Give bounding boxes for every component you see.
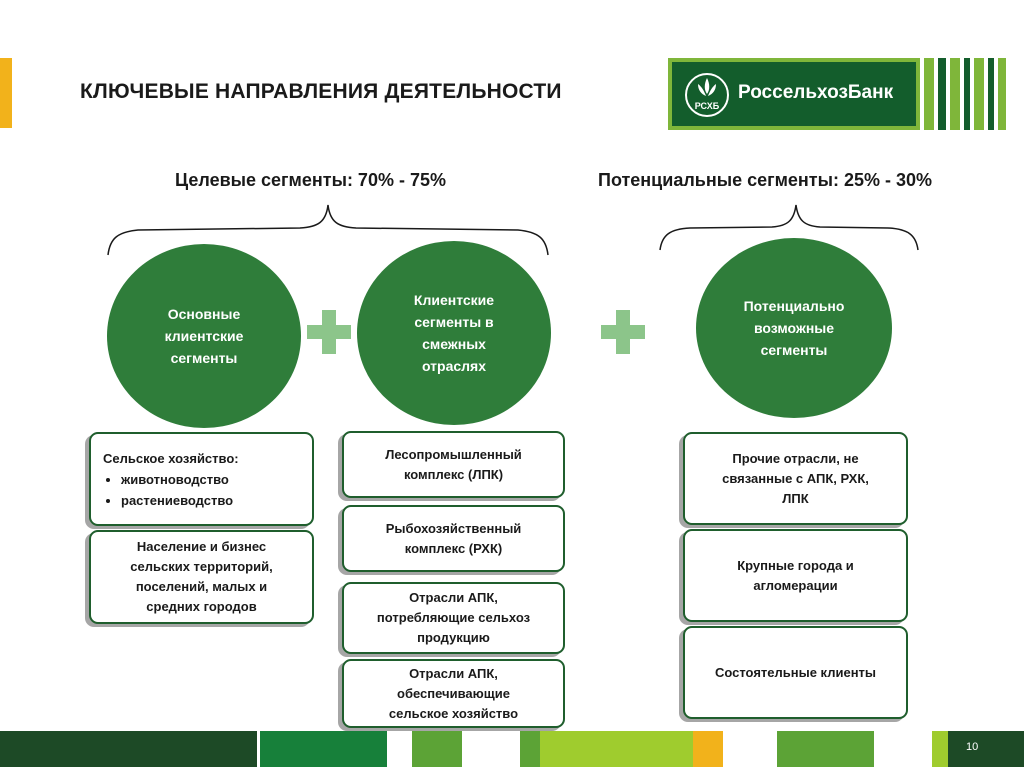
agriculture-list [103,469,239,511]
agro-supplying-text: Отрасли АПК, обеспечивающие сельское хозяйство [388,665,519,721]
wealthy-clients-text: Состоятельные клиенты [714,664,877,680]
potential-segments-label: Потенциально возможные сегменты [743,298,845,358]
large-cities-box [683,529,908,622]
potential-segments-circle [696,238,892,418]
fishery-text: Рыбохозяйственный комплекс (РХК) [385,520,522,556]
large-cities-text: Крупные города и агломерации [737,557,854,593]
agriculture-box [89,432,314,526]
other-industries-box [683,432,908,525]
footer-bar [0,731,1024,767]
agro-supplying-box [342,659,565,728]
logo-seal-text: РСХБ [694,101,720,111]
page-number: 10 [966,741,979,753]
potential-segments-heading: Потенциальные сегменты: 25% - 30% [598,170,933,190]
main-segments-circle [107,244,301,428]
fishery-box [342,505,565,572]
wealthy-clients-box [683,626,908,719]
list-item: • животноводство [121,469,239,490]
plus-icon [307,310,351,354]
list-item: • растениеводство [121,490,239,511]
forestry-text: Лесопромышленный комплекс (ЛПК) [385,446,522,482]
forestry-box [342,431,565,498]
rural-population-box [89,530,314,624]
target-segments-heading: Целевые сегменты: 70% - 75% [175,170,446,190]
other-industries-text: Прочие отрасли, не связанные с АПК, РХК, ЛПК [722,450,869,506]
related-segments-label: Клиентские сегменты в смежных отраслях [413,292,495,374]
rural-population-text: Население и бизнес сельских территорий, поселений, малых и средних городов [130,539,273,614]
agro-consuming-box [342,582,565,654]
plus-icon [601,310,645,354]
logo-brand-text: РоссельхозБанк [738,82,894,103]
agriculture-lead: Сельское хозяйство: [103,450,239,466]
agro-consuming-text: Отрасли АПК, потребляющие сельхоз продукцию [376,590,531,645]
related-segments-circle [357,241,551,425]
main-segments-label: Основные клиентские сегменты [164,306,244,366]
slide-title: КЛЮЧЕВЫЕ НАПРАВЛЕНИЯ ДЕЯТЕЛЬНОСТИ [80,80,562,103]
